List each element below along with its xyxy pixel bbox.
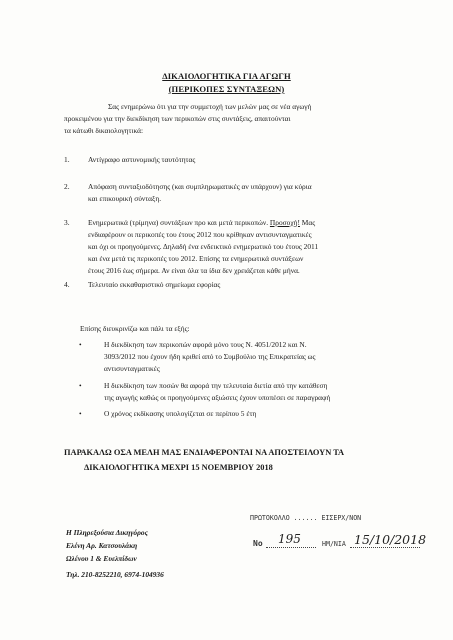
attention-word: Προσοχή!	[269, 218, 300, 227]
item-number: 4.	[64, 280, 70, 289]
signature-role: Η Πληρεξούσια Δικηγόρος	[66, 528, 148, 537]
appeal-line-2: ΔΙΚΑΙΟΛΟΓΗΤΙΚΑ ΜΕΧΡΙ 15 ΝΟΕΜΒΡΙΟΥ 2018	[84, 463, 273, 472]
item-text: και όχι οι προηγούμενες. Δηλαδή ένα ενδεικτικό ενημερωτικό του έτους 2011	[88, 242, 319, 251]
intro-line-2: προκειμένου για την διεκδίκηση των περικοπών στις συντάξεις, απαιτούνται	[64, 114, 291, 123]
bullet-icon: •	[79, 340, 82, 349]
protocol-stamp-header: ΠΡΩΤΟΚΟΛΛΟ ...... ΕΙΣΕΡΧ/ΝΟΝ	[250, 514, 362, 522]
bullet-text: Η διεκδίκηση των ποσών θα αφορά την τελευταία διετία από την κατάθεση	[104, 381, 328, 390]
item-text-post: Μας	[301, 218, 316, 227]
document-title: ΔΙΚΑΙΟΛΟΓΗΤΙΚΑ ΓΙΑ ΑΓΩΓΗ	[162, 71, 291, 81]
signature-phone: Τηλ. 210-8252210, 6974-104936	[66, 570, 164, 579]
bullet-text: της αγωγής καθώς οι προηγούμενες αξιώσεις έχουν υποπέσει σε παραγραφή	[104, 393, 331, 402]
protocol-date-label: ΗΜ/ΝΙΑ	[322, 540, 346, 548]
protocol-date-line	[350, 547, 420, 548]
item-text: Αντίγραφο αστυνομικής ταυτότητας	[88, 155, 196, 164]
item-text: έτους 2016 έως σήμερα. Αν είναι όλα τα ίδια δεν χρειάζεται κάθε μήνα.	[88, 266, 300, 275]
bullet-text: Ο χρόνος εκδίκασης υπολογίζεται σε περίπου 5 έτη	[104, 409, 257, 418]
item-text: και ένα μετά τις περικοπές του 2012. Επίσης τα ενημερωτικά συντάξεων	[88, 254, 304, 263]
intro-line-1: Σας ενημερώνω ότι για την συμμετοχή των μελών μας σε νέα αγωγή	[108, 102, 312, 111]
item-text: Απόφαση συνταξιοδότησης (και συμπληρωματικές αν υπάρχουν) για κύρια	[88, 182, 312, 191]
clarification-heading: Επίσης διευκρινίζω και πάλι τα εξής:	[80, 324, 190, 333]
bullet-text: Η διεκδίκηση των περικοπών αφορά μόνο τους Ν. 4051/2012 και Ν.	[104, 340, 307, 349]
item-text-pre: Ενημερωτικά (τρίμηνα) συντάξεων προ και μετά περικοπών.	[88, 218, 269, 227]
bullet-icon: •	[79, 381, 82, 390]
item-text: Τελευταίο εκκαθαριστικό σημείωμα εφορίας	[88, 280, 221, 289]
appeal-line-1: ΠΑΡΑΚΑΛΩ ΟΣΑ ΜΕΛΗ ΜΑΣ ΕΝΔΙΑΦΕΡΟΝΤΑΙ ΝΑ ΑΠΟΣΤΕΙΛΟΥΝ ΤΑ	[64, 448, 345, 457]
bullet-text: 3093/2012 που έχουν ήδη κριθεί από το Συμβούλιο της Επικρατείας ως	[104, 352, 316, 361]
intro-line-3: τα κάτωθι δικαιολογητικά:	[64, 126, 144, 135]
item-number: 1.	[64, 155, 70, 164]
item-number: 2.	[64, 182, 70, 191]
protocol-number: 195	[278, 532, 301, 546]
protocol-no-label: No	[253, 539, 263, 548]
bullet-icon: •	[79, 409, 82, 418]
item-text: και επικουρική σύνταξη.	[88, 194, 162, 203]
item-text-first-line	[88, 217, 413, 229]
item-number: 3.	[64, 218, 70, 227]
document-subtitle: (ΠΕΡΙΚΟΠΕΣ ΣΥΝΤΑΞΕΩΝ)	[168, 84, 285, 94]
protocol-date: 15/10/2018	[354, 532, 427, 547]
signature-address: Ωλένου 1 & Ευελπίδων	[66, 554, 137, 563]
protocol-no-line	[266, 547, 316, 548]
signature-name: Ελένη Αρ. Κατσουλάκη	[66, 541, 138, 550]
item-text: ενδιαφέρουν οι περικοπές του έτους 2012 που κρίθηκαν αντισυνταγματικές	[88, 230, 312, 239]
bullet-text: αντισυνταγματικές	[104, 364, 160, 373]
